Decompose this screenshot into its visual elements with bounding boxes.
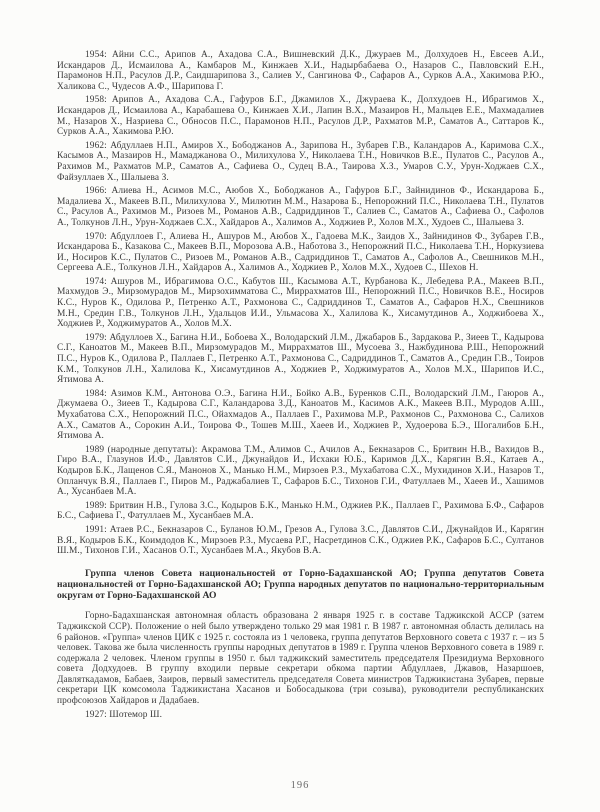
year-entry-1954: 1954: Айни С.С., Арипов А., Ахадова С.А., Вишневский Д.К., Джураев М., Долхудоев Н., Евсеев А.И., Искандаров Д., Исмаилова А., Камбаров М., Кинжаев Х.И., Надырбабаева О., Назаров С., Павловский Е.Н., Парамонов Н.П., Расулов Д.Р., Саидшарипова З., Салиев У., Сангинова Ф., Сафаров А., Сурков А.А., Хакимова Р.Ю., Халикова С., Чудесов А.Ф., Шарипова Г. xyxy=(57,50,544,92)
trailing-entry-1927: 1927: Шотемор Ш. xyxy=(85,709,163,720)
year-entry-1979: 1979: Абдуллоев Х., Багина Н.И., Бобоева Х., Володарский Л.М., Джабаров Б., Зардакова Р., Зиеев Т., Кадырова С.Г., Каноатов М., Макеев В.П., Мирзомурадов М., Миррахматов Ш., Мусоева З., Нажбудинова Р.Ш., Непорожний П.С., Нуров К., Одилова Р., Паллаев Г., Петренко А.Т., Рахмонова С., Садриддинов Т., Саматов А., Средин Г.В., Тоиров К.М., Толкунов Л.Н., Халилова К., Хисамутдинов А., Ходжиев Р., Ходжимуратов А., Холов М.Х., Шарипов И.С., Ятимова А. xyxy=(57,332,544,386)
section-body: Горно-Бадахшанская автономная область образована 2 января 1925 г. в составе Таджикской АССР (затем Таджикской ССР). Положение о ней было утверждено только 29 мая 1981 г. В 1987 г. автономная область делилась на 6 районов. «Группа» членов ЦИК с 1925 г. состояла из 1 человека, группа депутатов Верховного совета с 1937 г. – из 5 человек. Такова же была численность группы народных депутатов в 1989 г. Группа членов Верховного совета в 1989 г. содержала 2 человек. Членом группы в 1950 г. был таджикский заместитель председателя Президиума Верховного совета Додхудоев. В группу входили первые секретари обкома партии Абдуллаев, Джавов, Назаршоев, Давляткадамов, Бабаев, Заиров, первый заместитель председателя Совета министров Таджикистана Зубарев, первые секретари ЦК комсомола Таджикистана Хасанов и Бобосадыкова (три созыва), руководители республиканских профсоюзов Хайдаров и Дадабаев. xyxy=(57,611,544,707)
year-entry-1966: 1966: Алиева Н., Асимов М.С., Аюбов Х., Бободжанов А., Гафуров Б.Г., Зайнидинов Ф., Искандарова Б., Мадалиева Х., Макеев В.П., Милихулова У., Милютин М.М., Назарова Б., Непорожний П.С., Николаева Т.Н., Пулатов С., Расулов А., Рахимов М., Ризоев М., Романов А.В., Садриддинов Т., Салиев С., Саматов А., Сафиева О., Сафолов А., Толкунов Л.Н., Урун-Ходжаев С.Х., Хайдаров А., Халимов А., Ходжиев Р., Холов М.Х., Худоев С., Шалыева З. xyxy=(57,186,544,228)
year-entry-1984: 1984: Азимов К.М., Антонова О.Э., Багина Н.И., Бойко А.В., Буренков С.П., Володарский Л.М., Гаюров А., Джумаева О., Зиеев Т., Кадырова С.Г., Каландарова З.Д., Каноатов М., Касимов А.К., Макеев В.П., Муродов А.Ш., Мухабатова С.Х., Непорожний П.С., Ойахмадов А., Паллаев Г., Рахимова М.Р., Рахмонов С., Рахмонова С., Салихов А.Х., Саматов А., Сорокин А.И., Тоирова Ф., Тошев М.Ш., Хаеев И., Ходжиев Р., Худоерова Б.Э., Шогалибов Б.Н., Ятимова А. xyxy=(57,388,544,442)
year-entry-1989-people-deputies: 1989 (народные депутаты): Акрамова Т.М., Алимов С., Ачилов А., Бекназаров С., Бритвин Н.В., Вахидов В., Гиро В.А., Глазунов И.Ф., Давлятов С.И., Джунайдов И., Исхаки Ю.Б., Каримов Д.Х., Карягин В.Я., Катаев А., Кодыров Б.К., Лащенов С.Я., Манонов Х., Манько Н.М., Мирзоев Р.З., Мухабатова С.Х., Мухидинов Х.И., Назаров Т., Опланчук В.Я., Паллаев Г., Пиров М., Раджабалиев Т., Сафаров Б.С., Тихонов Г.И., Фатуллаев М., Хаеев И., Хашимов А., Хусанбаев М.А. xyxy=(57,444,544,498)
page-number: 196 xyxy=(290,780,310,791)
year-entry-1962: 1962: Абдуллаев Н.П., Амиров Х., Бободжанов А., Зарипова Н., Зубарев Г.В., Каландаров А., Каримова С.Х., Касымов А., Мазаиров Н., Мамаджанова О., Милихулова У., Николаева Т.Н., Новичков В.Е., Пулатов С., Расулов А., Рахимов М., Рахматов М.Р., Саматов А., Сафиева О., Судец В.А., Таирова Х.З., Умаров С.У., Урун-Ходжаев С.Х., Файзуллаев Х., Шалыева З. xyxy=(57,140,544,183)
year-entry-1989: 1989: Бритвин Н.В., Гулова З.С., Кодыров Б.К., Манько Н.М., Оджиев Р.К., Паллаев Г., Рахимова Б.Ф., Сафаров Б.С., Сафиева Г., Фатуллаев М., Хусанбаев М.А. xyxy=(57,500,544,522)
year-entry-1958: 1958: Арипов А., Ахадова С.А., Гафуров Б.Г., Джамилов Х., Джураева К., Долхудоев Н., Ибрагимов Х., Искандаров Д., Исмаилова А., Карабашева О., Кинжаев Х.И., Лапин В.Х., Мазаиров Н., Мальцев Е.Е., Махмадалиев М., Назаров Х., Назриева С., Обносов П.С., Парамонов Н.П., Расулов Д.Р., Рахматов М.Р., Саматов А., Саттаров К., Сурков А.А., Хакимова Р.Ю. xyxy=(57,95,544,138)
year-entry-1970: 1970: Абдуллоев Г., Алиева Н., Ашуров М., Аюбов Х., Гадоева М.К., Заидов Х., Зайнидинов Ф., Зубарев Г.В., Искандарова Б., Казакова С., Макеев В.П., Морозова А.В., Наботова З., Непорожний П.С., Николаева Т.Н., Норкузиева И., Носиров К.С., Пулатов С., Ризоев М., Романов А.В., Садриддинов Т., Саматов А., Сафолов А., Свешников М.Н., Сергеева А.Е., Толкунов Л.Н., Хайдаров А., Халимов А., Ходжиев Р., Холов М.Х., Худоев С., Шехов Н. xyxy=(57,231,544,274)
year-entry-1974: 1974: Ашуров М., Ибрагимова О.С., Кабутов Ш., Касымова А.Т., Курбанова К., Лебедева Р.А., Макеев В.П., Махмудов Э., Мирзомурадов М., Мирзохимматова С., Миррахматов Ш., Непорожний П.С., Новичков В.Е., Носиров К.С., Нуров К., Одилова Р., Петренко А.Т., Рахмонова С., Садриддинов Т., Саматов А., Сафаров Н.Х., Свешников М.Н., Средин Г.В., Толкунов Л.Н., Удальцов И.И., Ульмасова Х., Халилова К., Хисамутдинов А., Ходжибоева Х., Ходжиев Р., Ходжимуратов А., Холов М.Х. xyxy=(57,276,544,330)
year-entry-1991: 1991: Атаев Р.С., Бекназаров С., Буланов Ю.М., Грезов А., Гулова З.С., Давлятов С.И., Джунайдов И., Карягин В.Я., Кодыров Б.К., Коимдодов К., Мирзоев Р.З., Мусаева Р.Г., Насретдинов С.К., Оджиев Р.К., Сафаров Б.С., Султанов Ш.М., Тихонов Г.И., Хасанов О.Т., Хусанбаев М.А., Якубов В.А. xyxy=(57,524,544,557)
section-heading: Группа членов Совета национальностей от Горно-Бадахшанской АО; Группа депутатов Совета национальностей от Горно-Бадахшанской АО; Группа народных депутатов по национально-территориальным округам от Горно-Бадахшанской АО xyxy=(57,567,544,602)
text-block xyxy=(57,50,544,723)
